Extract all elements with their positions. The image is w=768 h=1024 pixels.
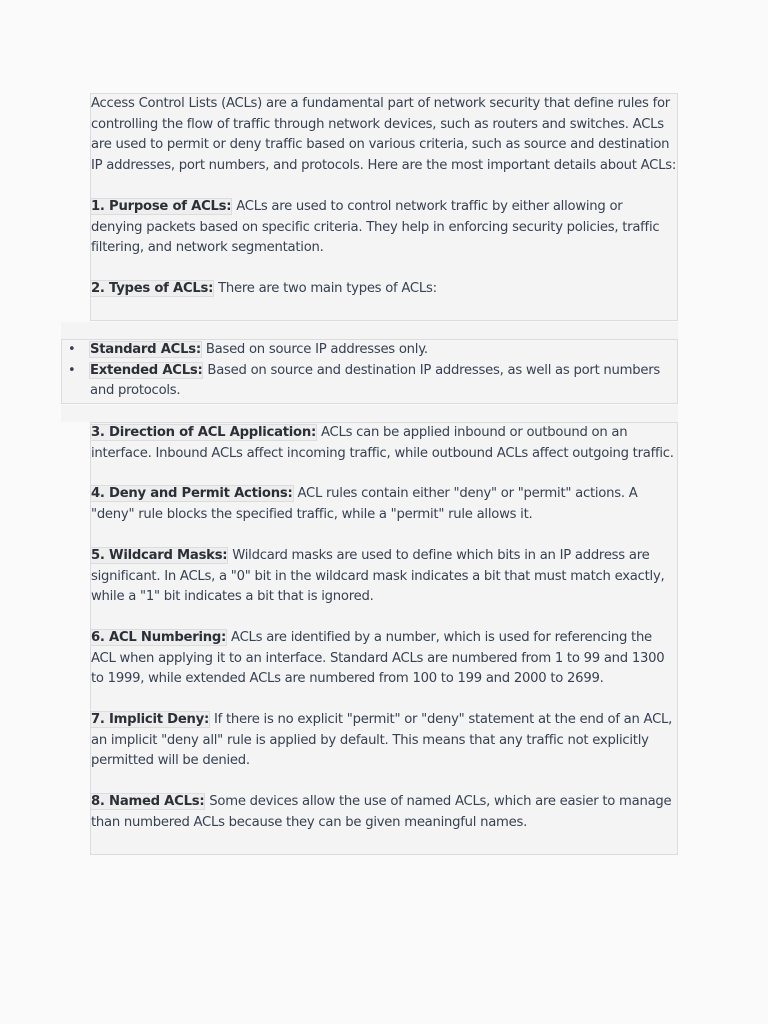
section-heading: 2. Types of ACLs: — [91, 280, 214, 296]
section-heading: 3. Direction of ACL Application: — [91, 425, 317, 440]
list-item-heading: Standard ACLs: — [90, 342, 201, 357]
section-heading: 8. Named ACLs: — [91, 794, 205, 810]
section-body: Some devices allow the use of named ACLs, which are easier to manage than numbered ACLs because they can be given meaningful names. — [91, 794, 672, 830]
section-numbering — [91, 628, 677, 690]
section-heading: 5. Wildcard Masks: — [91, 547, 228, 563]
section-heading: 6. ACL Numbering: — [91, 629, 227, 645]
section-actions — [91, 484, 677, 525]
section-body: If there is no explicit "permit" or "deny" statement at the end of an ACL, an implicit "deny all" rule is applied by default. This means that any traffic not explicitly permitted will be denied. — [91, 712, 673, 769]
list-item-heading: Extended ACLs: — [90, 362, 203, 378]
section-body: There are two main types of ACLs: — [214, 280, 437, 296]
section-direction — [91, 423, 677, 464]
section-heading: 4. Deny and Permit Actions: — [91, 486, 293, 502]
section-body: ACLs are identified by a number, which is used for referencing the ACL when applying it to an interface. Standard ACLs are numbered from 1 to 99 and 1300 to 1999, while extended ACLs are numbered from 100 to 199 and 2000 to 2699. — [91, 629, 665, 687]
section-types — [91, 279, 677, 300]
section-body: Wildcard masks are used to define which bits in an IP address are significant. In ACLs, a "0" bit in the wildcard mask indicates a bit that must match exactly, while a "1" bit indicates a bit that is ignored. — [91, 547, 665, 605]
section-body: ACLs can be applied inbound or outbound on an interface. Inbound ACLs affect incoming traffic, while outbound ACLs affect outgoing traffic. — [91, 425, 674, 461]
bullet: • — [68, 362, 76, 378]
list-item — [62, 340, 677, 361]
types-list — [61, 339, 678, 404]
section-body: ACL rules contain either "deny" or "permit" actions. A "deny" rule blocks the specified traffic, while a "permit" rule allows it. — [91, 486, 638, 523]
section-named — [91, 792, 677, 833]
list-item — [62, 361, 677, 402]
bullet: • — [68, 342, 76, 357]
section-heading: 1. Purpose of ACLs: — [91, 198, 232, 214]
details-block — [90, 422, 678, 855]
list-item-body: Based on source and destination IP addresses, as well as port numbers and protocols. — [90, 362, 661, 399]
spacer-strip — [61, 322, 678, 339]
section-body: ACLs are used to control network traffic by either allowing or denying packets based on specific criteria. They help in enforcing security policies, traffic filtering, and network segmentation. — [91, 198, 660, 256]
intro-paragraph: Access Control Lists (ACLs) are a fundamental part of network security that define rules for controlling the flow of traffic through network devices, such as routers and switches. ACLs are used to permit or deny traffic based on various criteria, such as source and destination IP addresses, port numbers, and protocols. Here are the most important details about ACLs: — [91, 96, 677, 174]
section-heading: 7. Implicit Deny: — [91, 712, 210, 728]
section-implicit-deny — [91, 710, 677, 772]
spacer-strip — [61, 405, 678, 422]
list-item-body: Based on source IP addresses only. — [201, 342, 428, 357]
section-purpose — [91, 197, 677, 259]
intro-block — [90, 93, 678, 321]
section-wildcard — [91, 546, 677, 608]
